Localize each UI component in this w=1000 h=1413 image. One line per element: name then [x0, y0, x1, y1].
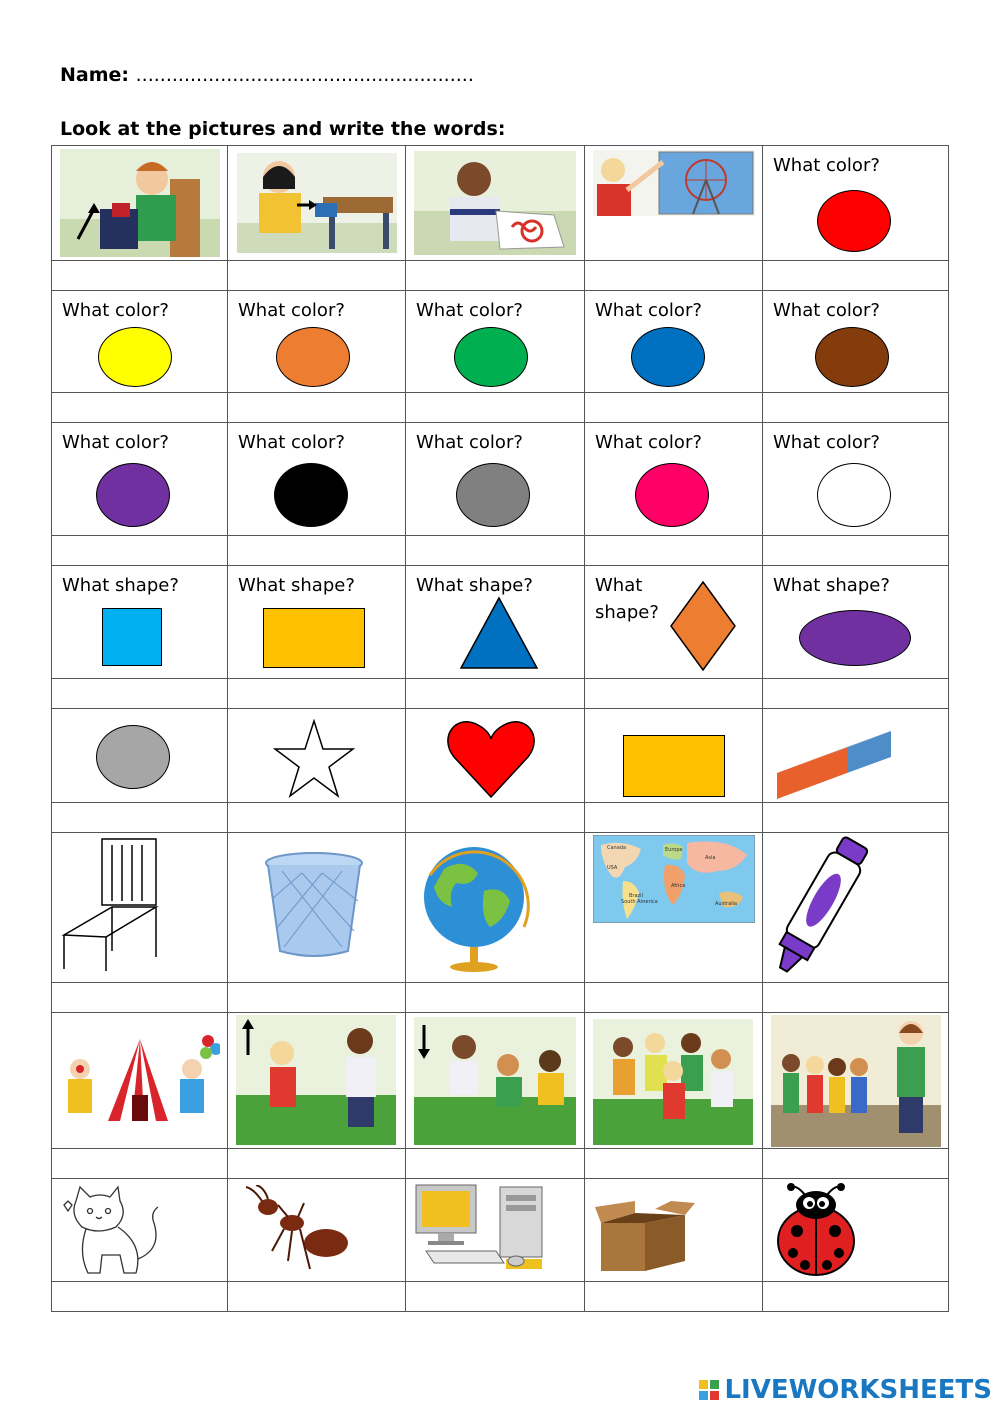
- answer-input[interactable]: [406, 679, 584, 708]
- what-color-label: What color?: [773, 300, 880, 321]
- diamond-shape: [669, 580, 737, 672]
- answer-cell[interactable]: [228, 983, 406, 1013]
- what-color-label: What color?: [416, 300, 523, 321]
- answer-input[interactable]: [52, 261, 227, 290]
- answer-input[interactable]: [585, 983, 762, 1012]
- answer-cell[interactable]: [406, 983, 585, 1013]
- answer-input[interactable]: [406, 1282, 584, 1311]
- what-shape-label: What shape?: [238, 575, 355, 596]
- answer-input[interactable]: [52, 983, 227, 1012]
- color-row-2: [52, 423, 949, 536]
- answer-cell[interactable]: [406, 803, 585, 833]
- answer-input[interactable]: [585, 536, 762, 565]
- green-circle: [454, 327, 528, 387]
- brown-circle: [815, 327, 889, 387]
- answer-input[interactable]: [52, 679, 227, 708]
- logo-mark-icon: [699, 1380, 719, 1400]
- answer-cell[interactable]: [52, 536, 228, 566]
- answer-input[interactable]: [228, 1282, 405, 1311]
- answer-input[interactable]: [228, 983, 405, 1012]
- answer-cell[interactable]: [52, 1149, 228, 1179]
- heart-shape: [446, 719, 536, 799]
- answer-cell[interactable]: [585, 679, 763, 709]
- picture-cell: [228, 1013, 406, 1149]
- answer-cell[interactable]: [763, 1282, 949, 1312]
- answer-input[interactable]: [763, 803, 948, 832]
- answer-input[interactable]: [228, 803, 405, 832]
- answer-input[interactable]: [406, 536, 584, 565]
- answer-cell[interactable]: [585, 393, 763, 423]
- what-shape-label: What shape?: [62, 575, 179, 596]
- wastebasket-picture: [262, 851, 366, 961]
- star-shape: [272, 719, 356, 799]
- name-label: Name:: [60, 64, 130, 86]
- answer-input[interactable]: [585, 1149, 762, 1178]
- answer-cell[interactable]: [406, 679, 585, 709]
- yellow-circle: [98, 327, 172, 387]
- picture-cell: [52, 709, 228, 803]
- point-to-wheel-picture: [585, 146, 762, 260]
- answer-input[interactable]: [763, 1282, 948, 1311]
- what-color-label: What color?: [773, 155, 880, 176]
- answer-input[interactable]: [406, 261, 584, 290]
- answer-cell[interactable]: [585, 261, 763, 291]
- what-color-label: What color?: [62, 432, 169, 453]
- answer-input[interactable]: [406, 393, 584, 422]
- color-cell-gray: [406, 423, 585, 536]
- answer-input[interactable]: [406, 983, 584, 1012]
- picture-cell: [228, 833, 406, 983]
- picture-cell: [52, 833, 228, 983]
- answer-cell[interactable]: [406, 1149, 585, 1179]
- shape-cell-rectangle: [228, 566, 406, 679]
- picture-cell: [406, 146, 585, 261]
- answer-cell[interactable]: [763, 261, 949, 291]
- picture-cell: [585, 1013, 763, 1149]
- picture-cell: [585, 146, 763, 261]
- picture-cell: [228, 709, 406, 803]
- answer-cell[interactable]: [763, 983, 949, 1013]
- pink-circle: [635, 463, 709, 527]
- what-color-label: What color?: [62, 300, 169, 321]
- answer-cell[interactable]: [228, 1282, 406, 1312]
- answer-cell[interactable]: [228, 393, 406, 423]
- answer-cell[interactable]: [228, 536, 406, 566]
- white-circle: [817, 463, 891, 527]
- what-color-label: What color?: [238, 432, 345, 453]
- color-cell-green: [406, 291, 585, 393]
- answer-cell[interactable]: [52, 679, 228, 709]
- answer-input[interactable]: [52, 393, 227, 422]
- gray-circle-shape: [96, 725, 170, 789]
- color-cell-brown: [763, 291, 949, 393]
- open-bag-picture: [52, 146, 227, 260]
- answer-cell[interactable]: [763, 679, 949, 709]
- answer-input[interactable]: [763, 983, 948, 1012]
- square-shape: [102, 608, 162, 666]
- answer-input[interactable]: [763, 1149, 948, 1178]
- answer-cell[interactable]: [228, 803, 406, 833]
- globe-picture: [414, 835, 534, 975]
- answer-input[interactable]: [763, 393, 948, 422]
- answer-cell[interactable]: [406, 1282, 585, 1312]
- picture-cell: [406, 833, 585, 983]
- picture-row-1: [52, 146, 949, 261]
- object-row: [52, 833, 949, 983]
- answer-input[interactable]: [228, 536, 405, 565]
- answer-input[interactable]: [228, 393, 405, 422]
- things-row: [52, 1179, 949, 1282]
- picture-cell: [52, 1179, 228, 1282]
- answer-input[interactable]: [585, 393, 762, 422]
- ant-icon: [244, 1185, 354, 1275]
- instructions: Look at the pictures and write the words:: [60, 118, 506, 140]
- name-line: [60, 64, 474, 86]
- answer-cell[interactable]: [228, 1149, 406, 1179]
- color-cell-orange: [228, 291, 406, 393]
- picture-cell: [228, 1179, 406, 1282]
- answer-input[interactable]: [763, 261, 948, 290]
- name-dots: ........................................................: [135, 64, 474, 86]
- color-row-1: [52, 291, 949, 393]
- picture-cell: [763, 1013, 949, 1149]
- answer-input[interactable]: [52, 803, 227, 832]
- answer-cell[interactable]: [585, 1149, 763, 1179]
- shape-picture-row: [52, 709, 949, 803]
- cat-icon: [58, 1183, 168, 1279]
- rectangle-shape: [263, 608, 365, 668]
- liveworksheets-logo[interactable]: [699, 1375, 992, 1405]
- answer-input[interactable]: [585, 1282, 762, 1311]
- answer-input[interactable]: [763, 536, 948, 565]
- picture-cell: [52, 1013, 228, 1149]
- picture-cell: [763, 833, 949, 983]
- ladybug-icon: [771, 1181, 861, 1277]
- answer-cell[interactable]: [585, 536, 763, 566]
- answer-input[interactable]: [406, 1149, 584, 1178]
- line-up-picture: [771, 1015, 941, 1147]
- answer-input[interactable]: [585, 679, 762, 708]
- what-shape-label: What shape?: [773, 575, 890, 596]
- picture-cell: [406, 1013, 585, 1149]
- oval-shape: [799, 610, 911, 666]
- answer-cell[interactable]: [52, 1282, 228, 1312]
- picture-cell: [52, 146, 228, 261]
- map-labels: Canada Europe Asia USA Africa Brazil South America Australia: [607, 845, 738, 907]
- picture-cell: [763, 709, 949, 803]
- marker-picture: [769, 833, 869, 983]
- color-cell-pink: [585, 423, 763, 536]
- computer-icon: [412, 1183, 562, 1273]
- answer-cell[interactable]: [52, 803, 228, 833]
- draw-picture: [406, 146, 584, 260]
- what-color-label: What color?: [773, 432, 880, 453]
- black-circle: [274, 463, 348, 527]
- answer-cell[interactable]: [52, 393, 228, 423]
- chair-picture: [60, 835, 160, 975]
- color-cell-purple: [52, 423, 228, 536]
- answer-cell[interactable]: [406, 261, 585, 291]
- gold-rectangle-shape: [623, 735, 725, 797]
- answer-input[interactable]: [585, 803, 762, 832]
- answer-input[interactable]: [228, 679, 405, 708]
- answer-cell[interactable]: [52, 983, 228, 1013]
- answer-cell[interactable]: [763, 1149, 949, 1179]
- picture-cell: [585, 833, 763, 983]
- gray-circle: [456, 463, 530, 527]
- answer-input[interactable]: [406, 803, 584, 832]
- what-shape-label: What shape?: [595, 575, 659, 623]
- shape-cell-diamond: [585, 566, 763, 679]
- shape-cell-triangle: [406, 566, 585, 679]
- answer-cell[interactable]: [406, 536, 585, 566]
- picture-cell: [585, 1179, 763, 1282]
- blue-circle: [631, 327, 705, 387]
- answer-cell[interactable]: [763, 803, 949, 833]
- what-color-label: What color?: [238, 300, 345, 321]
- answer-cell[interactable]: [585, 983, 763, 1013]
- answer-input[interactable]: [52, 1282, 227, 1311]
- box-icon: [595, 1201, 695, 1273]
- orange-circle: [276, 327, 350, 387]
- answer-input[interactable]: [228, 261, 405, 290]
- stand-up-picture: [236, 1015, 396, 1145]
- color-cell-white: [763, 423, 949, 536]
- answer-input[interactable]: [763, 679, 948, 708]
- eraser-picture: [773, 719, 897, 799]
- answer-cell[interactable]: [228, 261, 406, 291]
- shape-row: [52, 566, 949, 679]
- picture-cell: [763, 1179, 949, 1282]
- picture-cell: [585, 709, 763, 803]
- purple-circle: [96, 463, 170, 527]
- answer-input[interactable]: [228, 1149, 405, 1178]
- color-cell-red: [763, 146, 949, 261]
- what-shape-label: What shape?: [416, 575, 533, 596]
- shape-cell-oval: [763, 566, 949, 679]
- answer-cell[interactable]: [763, 393, 949, 423]
- worksheet-table: [51, 145, 949, 1312]
- answer-input[interactable]: [52, 1149, 227, 1178]
- what-color-label: What color?: [416, 432, 523, 453]
- put-in-desk-picture: [228, 146, 405, 260]
- color-cell-yellow: [52, 291, 228, 393]
- triangle-shape: [459, 596, 539, 670]
- logo-text: LIVEWORKSHEETS: [724, 1375, 992, 1405]
- answer-cell[interactable]: [406, 393, 585, 423]
- red-circle: [817, 190, 891, 252]
- what-color-label: What color?: [595, 300, 702, 321]
- picture-cell: [228, 146, 406, 261]
- shape-cell-square: [52, 566, 228, 679]
- play-together-picture: [593, 1019, 753, 1145]
- picture-cell: [406, 1179, 585, 1282]
- answer-input[interactable]: [585, 261, 762, 290]
- answer-cell[interactable]: [52, 261, 228, 291]
- picture-cell: [406, 709, 585, 803]
- answer-cell[interactable]: [585, 1282, 763, 1312]
- color-cell-blue: [585, 291, 763, 393]
- sit-down-picture: [414, 1017, 576, 1145]
- answer-cell[interactable]: [585, 803, 763, 833]
- activity-row: [52, 1013, 949, 1149]
- answer-cell[interactable]: [228, 679, 406, 709]
- circus-picture: [60, 1029, 220, 1129]
- answer-input[interactable]: [52, 536, 227, 565]
- what-color-label: What color?: [595, 432, 702, 453]
- color-cell-black: [228, 423, 406, 536]
- answer-cell[interactable]: [763, 536, 949, 566]
